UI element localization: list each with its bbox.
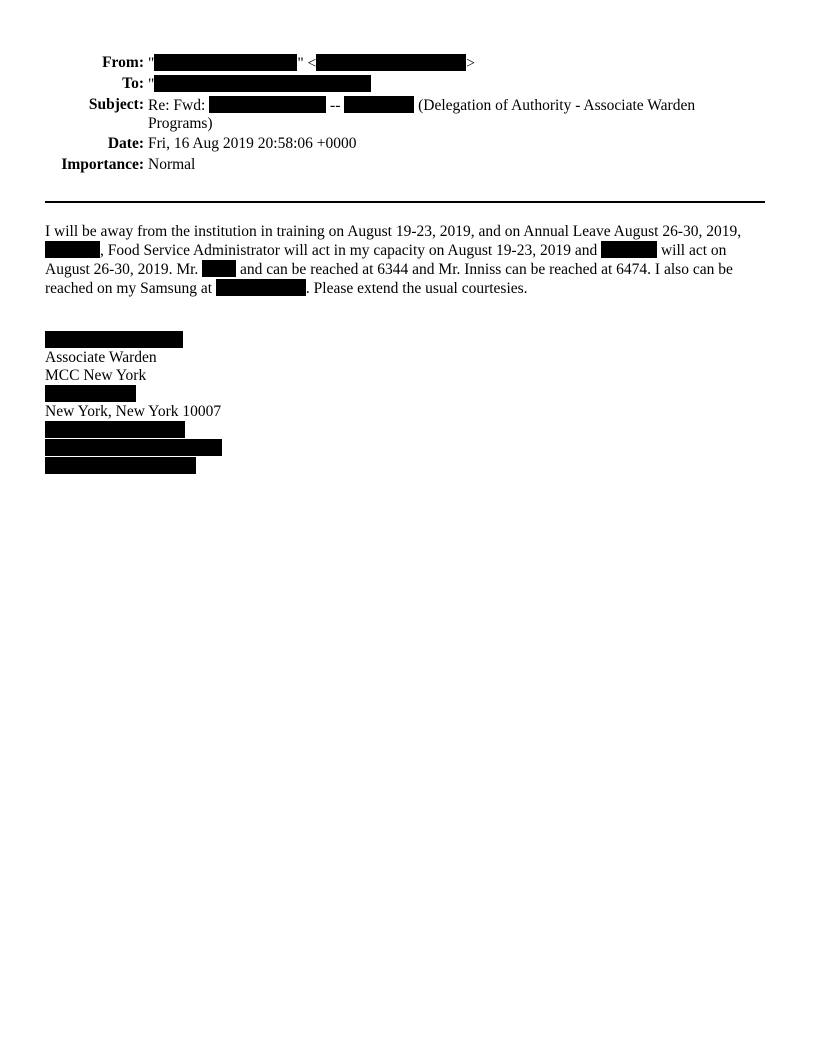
redaction-box [316,54,466,71]
date-label: Date: [107,135,144,152]
to-value [148,75,738,94]
to-label: To: [122,75,144,92]
redaction-box [209,96,326,113]
subject-separator: -- [330,97,341,114]
redaction-box [154,75,371,92]
subject-rest: (Delegation of Authority - Associate Warden Programs) [148,97,696,132]
redaction-box [45,331,183,348]
signature-block [45,331,445,475]
redaction-box [45,241,100,258]
email-header [0,54,816,177]
redaction-box [344,96,414,113]
redaction-box [45,457,196,474]
body-segment: , Food Service Administrator will act in my capacity on August 19-23, 2019 and [100,242,598,259]
subject-label: Subject: [88,96,144,113]
from-quote-close: " < [297,55,317,72]
header-divider [45,201,765,203]
body-segment: and can be reached at 6344 and Mr. Inniss can be reached at 6474. I also can be reached on my Samsung at [45,261,733,297]
signature-line [45,439,445,457]
signature-line [45,457,445,475]
importance-row [0,156,816,174]
signature-line [45,331,445,349]
redaction-box [45,421,185,438]
subject-prefix: Re: Fwd: [148,97,206,114]
subject-value [148,96,738,133]
from-angle-close: > [466,55,476,72]
body-segment: I will be away from the institution in training on August 19-23, 2019, and on Annual Leave August 26-30, 2019, [45,223,742,240]
signature-city: New York, New York 10007 [45,403,222,420]
importance-value: Normal [148,156,196,173]
redaction-box [45,439,222,456]
from-label: From: [102,54,144,71]
date-row [0,135,816,153]
from-value [148,54,738,73]
to-row [0,75,816,93]
body-segment: . Please extend the usual courtesies. [305,280,528,297]
redaction-box [202,260,236,277]
date-value: Fri, 16 Aug 2019 20:58:06 +0000 [148,135,357,152]
to-quote-open: " [148,76,155,93]
redaction-box [601,241,657,258]
redaction-box [216,279,306,296]
redaction-box [45,385,136,402]
from-row [0,54,816,72]
signature-org: MCC New York [45,367,147,384]
body-segment: will act on August 26-30, 2019. Mr. [45,242,727,278]
signature-line [45,385,445,403]
importance-label: Importance: [61,156,144,173]
redaction-box [154,54,297,71]
from-quote-open: " [148,55,155,72]
signature-title: Associate Warden [45,349,157,366]
subject-row [0,96,816,132]
message-body [45,223,769,298]
signature-line [45,421,445,439]
